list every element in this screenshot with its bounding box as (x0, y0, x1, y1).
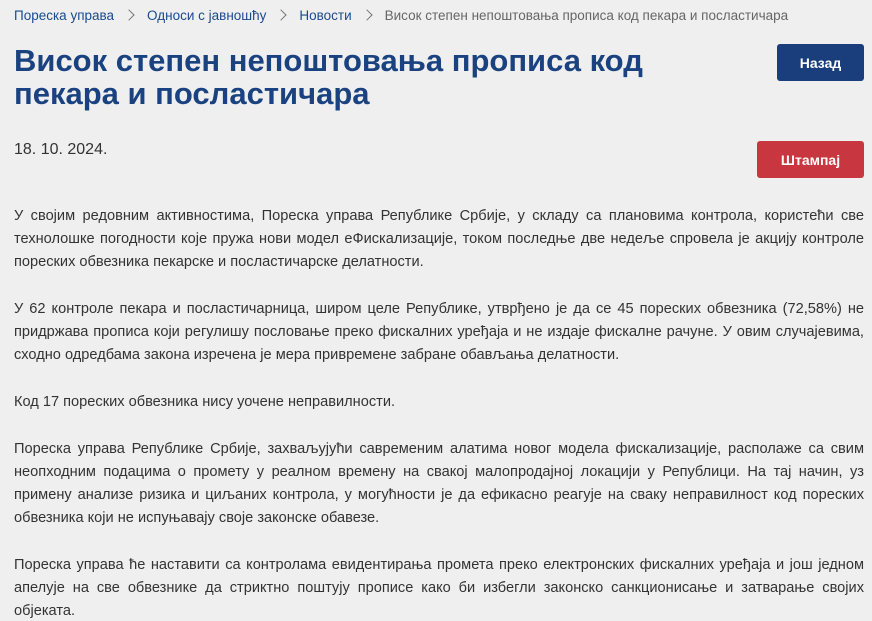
chevron-right-icon (361, 9, 372, 20)
chevron-right-icon (276, 9, 287, 20)
article-paragraph: Пореска управа ће наставити са контролама евидентирања промета преко електронских фискалних уређаја и још једном апелује на све обвезнике да стриктно поштују прописе како би избегли законско санкционисање и затварање својих објеката. (14, 557, 864, 619)
breadcrumb (14, 6, 788, 24)
article-paragraph: У 62 контроле пекара и посластичарница, широм целе Републике, утврђено је да се 45 пореских обвезника (72,58%) не придржава прописа који регулишу пословање преко фискалних уређаја и не издаје фискалне рачуне. У овим случајевима, сходно одредбама закона изречена је мера привремене забране обављања делатности. (14, 301, 864, 363)
breadcrumb-current: Висок степен непоштовања прописа код пекара и посластичара (384, 7, 789, 23)
breadcrumb-link-public-relations[interactable]: Односи с јавношћу (147, 7, 267, 23)
breadcrumb-link-news[interactable]: Новости (299, 7, 352, 23)
article-paragraph: Пореска управа Републике Србије, захваљујући савременим алатима новог модела фискализације, располаже са свим неопходним подацима о промету у реалном времену на свакој малопродајној локацији у Републици. На тај начин, уз примену анализе ризика и циљаних контрола, у могућности је да ефикасно реагује на сваку неправилност код пореских обвезника који не испуњавају своје законске обавезе. (14, 441, 864, 526)
chevron-right-icon (123, 9, 134, 20)
article-paragraph: Код 17 пореских обвезника нису уочене неправилности. (14, 394, 396, 410)
article-paragraph: У својим редовним активностима, Пореска управа Републике Србије, у складу са плановима контрола, користећи све технолошке погодности које пружа нови модел еФискализације, током последње две недеље спровела је акцију контроле пореских обвезника пекарске и посластичарске делатности. (14, 208, 864, 270)
back-button[interactable]: Назад (777, 44, 864, 81)
article-date: 18. 10. 2024. (14, 141, 108, 158)
breadcrumb-link-tax-administration[interactable]: Пореска управа (14, 7, 115, 23)
print-button[interactable]: Штампај (757, 141, 864, 178)
page-title: Висок степен непоштовања прописа код пекара и посластичара (14, 43, 643, 111)
article-body (14, 205, 864, 621)
